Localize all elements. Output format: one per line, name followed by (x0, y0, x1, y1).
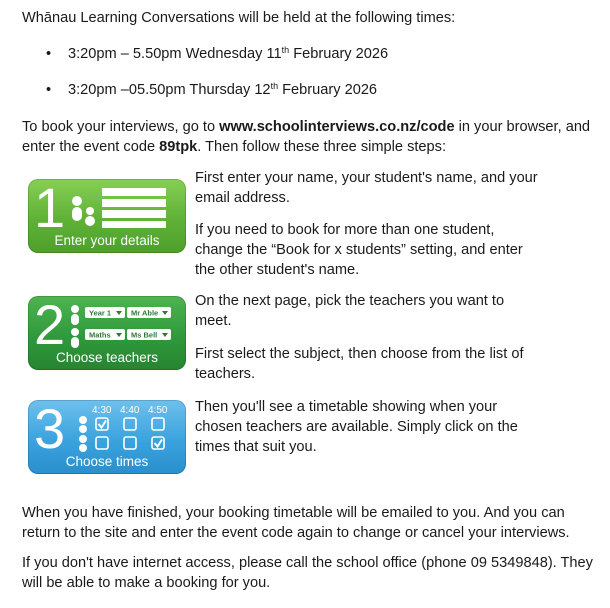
step-3-caption: Choose times (65, 454, 149, 469)
session-item-1 (46, 44, 586, 64)
checkmark-icon (155, 440, 163, 447)
step-1-text-2: If you need to book for more than one student, change the “Book for x students” setting, and enter the other student's name. (195, 222, 523, 278)
booking-post: . Then follow these three simple steps: (197, 139, 447, 155)
footer-text-2: If you don't have internet access, please call the school office (phone 09 5349848). They will be able to make a booking for you. (22, 555, 593, 591)
session-2-sup: th (270, 81, 279, 91)
checkmark-icon (99, 421, 107, 428)
step-1-text-1: First enter your name, your student's name, and your email address. (195, 170, 538, 206)
session-1-rest: February 2026 (289, 46, 389, 62)
select-teacher-1: Mr Able (131, 308, 159, 318)
session-2-time: 3:20pm –05.50pm Thursday 12 (68, 82, 271, 98)
booking-instructions (22, 117, 606, 157)
step-2-text-2: First select the subject, then choose from the list of teachers. (195, 346, 524, 382)
intro-text: Whānau Learning Conversations will be held at the following times: (22, 10, 456, 26)
event-code: 89tpk (159, 139, 198, 155)
time-slot-2: 4:40 (120, 405, 140, 416)
select-teacher-2: Ms Bell (131, 330, 158, 340)
step-1-number: 1 (34, 179, 66, 239)
session-1-time: 3:20pm – 5.50pm Wednesday 11 (68, 46, 282, 62)
step-3-tile (28, 400, 186, 474)
step-3-number: 3 (34, 400, 66, 460)
footer-text-1: When you have finished, your booking timetable will be emailed to you. And you can return to the site and enter the event code again to change or cancel your interviews. (22, 505, 570, 541)
step-1-caption: Enter your details (54, 233, 160, 248)
step-2-caption: Choose teachers (55, 350, 159, 365)
select-year: Year 1 (89, 308, 112, 318)
time-slot-1: 4:30 (92, 405, 112, 416)
select-subject: Maths (89, 330, 111, 340)
step-2-text-1: On the next page, pick the teachers you want to meet. (195, 293, 505, 329)
time-slot-3: 4:50 (148, 405, 168, 416)
step-1-tile (28, 179, 186, 253)
session-1-sup: th (281, 45, 290, 55)
booking-pre: To book your interviews, go to (22, 119, 220, 135)
step-2-tile (28, 296, 186, 370)
booking-mid: in your browser, and enter the event code (22, 119, 591, 155)
step-2-number: 2 (34, 296, 66, 356)
step-3-text: Then you'll see a timetable showing when your chosen teachers are available. Simply click on the times that suit you. (195, 399, 518, 455)
session-item-2 (46, 80, 586, 100)
session-2-rest: February 2026 (278, 82, 378, 98)
booking-url: www.schoolinterviews.co.nz/code (219, 119, 455, 135)
